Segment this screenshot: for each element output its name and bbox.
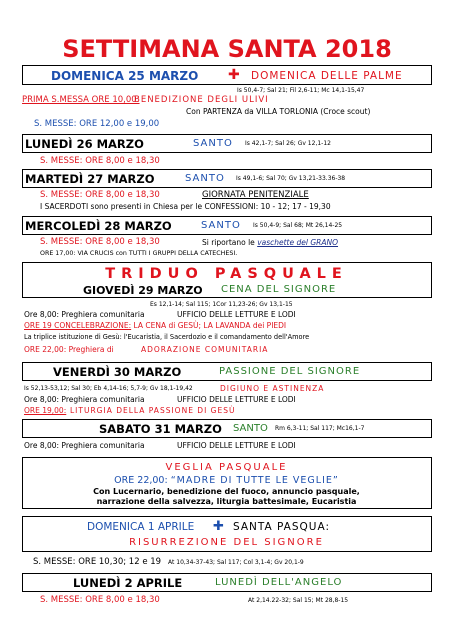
angel-monday: LUNEDÌ DELL'ANGELO — [215, 577, 343, 588]
concelebration-text: LA CENA di GESÙ; LA LAVANDA dei PIEDI — [133, 321, 287, 330]
friday-office: UFFICIO DELLE LETTURE E LODI — [177, 395, 296, 404]
friday-prayer: Ore 8,00: Preghiera comunitaria — [24, 395, 145, 404]
wednesday-28-santo: SANTO — [201, 220, 241, 231]
saturday-prayer: Ore 8,00: Preghiera comunitaria — [24, 441, 145, 450]
wednesday-28-masses: S. MESSE: ORE 8,00 e 18,30 — [40, 237, 160, 247]
monday-2-header — [22, 573, 432, 592]
wednesday-28-header — [22, 216, 432, 235]
cross-icon: ✚ — [228, 67, 240, 83]
easter-readings: At 10,34-37-43; Sal 117; Col 3,1-4; Gv 20,1-9 — [168, 559, 304, 566]
thursday-office: UFFICIO DELLE LETTURE E LODI — [177, 310, 296, 319]
palm-sunday-header — [22, 65, 432, 85]
first-mass-label: PRIMA S.MESSA ORE 10,00: — [22, 95, 140, 105]
easter-masses: S. MESSE: ORE 10,30; 12 e 19 — [33, 557, 162, 567]
thursday-29-date: GIOVEDÌ 29 MARZO — [83, 284, 203, 297]
vigil-desc-2: narrazione della salvezza, liturgia battesimale, Eucaristia — [96, 497, 357, 506]
thursday-readings: Es 12,1-14; Sal 115; 1Cor 11,23-26; Gv 13,1-15 — [150, 301, 293, 308]
monday-2-date: LUNEDÌ 2 APRILE — [73, 576, 183, 590]
monday-26-header — [22, 134, 432, 153]
wednesday-28-date: MERCOLEDÌ 28 MARZO — [25, 219, 172, 233]
grain-basins-note — [202, 239, 338, 247]
procession-start: Con PARTENZA da VILLA TORLONIA (Croce scout) — [186, 107, 371, 116]
tuesday-27-readings: Is 49,1-6; Sal 70; Gv 13,21-33.36-38 — [236, 175, 346, 182]
easter-vigil-title: VEGLIA PASQUALE — [165, 462, 288, 473]
triduo-header — [22, 262, 432, 298]
tuesday-27-masses: S. MESSE: ORE 8,00 e 18,30 — [40, 190, 160, 200]
via-crucis-note: ORE 17,00: VIA CRUCIS con TUTTI I GRUPPI DELLA CATECHESI. — [40, 250, 238, 257]
saturday-31-date: SABATO 31 MARZO — [99, 422, 222, 436]
adoration-time: ORE 22,00: Preghiera di — [24, 345, 114, 354]
friday-30-date: VENERDÌ 30 MARZO — [53, 365, 182, 379]
blessing-olives: BENEDIZIONE DEGLI ULIVI — [134, 95, 269, 105]
concelebration-line — [24, 322, 286, 330]
vigil-time: ORE 22,00: — [114, 475, 168, 486]
saturday-office: UFFICIO DELLE LETTURE E LODI — [177, 441, 296, 450]
easter-name: SANTA PASQUA: — [233, 521, 331, 533]
saturday-readings: Rm 6,3-11; Sal 117; Mc16,1-7 — [275, 425, 365, 432]
monday-2-masses: S. MESSE: ORE 8,00 e 18,30 — [40, 595, 160, 605]
wednesday-28-readings: Is 50,4-9; Sal 68; Mt 26,14-25 — [253, 222, 343, 229]
palm-sunday-masses: S. MESSE: ORE 12,00 e 19,00 — [34, 119, 160, 129]
passion-liturgy: LITURGIA DELLA PASSIONE DI GESÙ — [70, 406, 236, 415]
saturday-santo: SANTO — [233, 423, 268, 434]
adoration-name: ADORAZIONE COMUNITARIA — [141, 345, 269, 354]
monday-26-santo: SANTO — [193, 138, 233, 149]
saturday-31-header — [22, 419, 432, 438]
easter-sunday-date: DOMENICA 1 APRILE — [87, 521, 195, 533]
easter-vigil-box — [22, 457, 432, 509]
grain-basins-link: vaschette del GRANO — [257, 238, 339, 247]
monday-2-readings: At 2,14.22-32; Sal 15; Mt 28,8-15 — [248, 597, 349, 604]
friday-readings: Is 52,13-53,12; Sal 30; Eb 4,14-16; 5,7-9; Gv 18,1-19,42 — [24, 385, 193, 392]
tuesday-27-header — [22, 169, 432, 188]
vigil-line — [23, 476, 430, 486]
cross-icon-easter: ✚ — [213, 519, 224, 534]
triple-institution: La triplice istituzione di Gesù: l'Eucaristia, il Sacerdozio e il comandamento dell'Amore — [24, 333, 310, 341]
grain-basins-prefix: Si riportano le — [202, 238, 258, 247]
confession-times: I SACERDOTI sono presenti in Chiesa per le CONFESSIONI: 10 - 12; 17 - 19,30 — [40, 202, 331, 211]
monday-26-masses: S. MESSE: ORE 8,00 e 18,30 — [40, 156, 160, 166]
thursday-prayer: Ore 8,00: Preghiera comunitaria — [24, 310, 145, 319]
page-title: SETTIMANA SANTA 2018 — [62, 35, 392, 63]
concelebration-label: ORE 19 CONCELEBRAZIONE: — [24, 321, 132, 330]
lords-supper: CENA DEL SIGNORE — [221, 284, 337, 295]
penitential-day: GIORNATA PENITENZIALE — [202, 190, 309, 200]
passion-of-lord: PASSIONE DEL SIGNORE — [219, 366, 361, 377]
easter-sunday-header — [22, 516, 432, 552]
friday-30-header — [22, 362, 432, 381]
vigil-desc-1: Con Lucernario, benedizione del fuoco, annuncio pasquale, — [93, 487, 360, 496]
passion-liturgy-time: ORE 19,00: — [24, 406, 67, 415]
resurrection-of-lord: RISURREZIONE DEL SIGNORE — [129, 537, 324, 548]
fast-abstinence: DIGIUNO E ASTINENZA — [220, 384, 325, 393]
tuesday-27-date: MARTEDÌ 27 MARZO — [25, 172, 155, 186]
monday-26-readings: Is 42,1-7; Sal 26; Gv 12,1-12 — [245, 140, 331, 147]
palm-sunday-name: DOMENICA DELLE PALME — [251, 70, 403, 82]
palm-sunday-readings: Is 50,4-7; Sal 21; Fil 2,6-11; Mc 14,1-15,47 — [237, 87, 365, 94]
monday-26-date: LUNEDÌ 26 MARZO — [25, 137, 144, 151]
mother-of-vigils: “MADRE DI TUTTE LE VEGLIE” — [170, 475, 339, 486]
triduo-title: TRIDUO PASQUALE — [105, 266, 348, 282]
tuesday-27-santo: SANTO — [185, 173, 225, 184]
palm-sunday-date: DOMENICA 25 MARZO — [51, 69, 199, 83]
